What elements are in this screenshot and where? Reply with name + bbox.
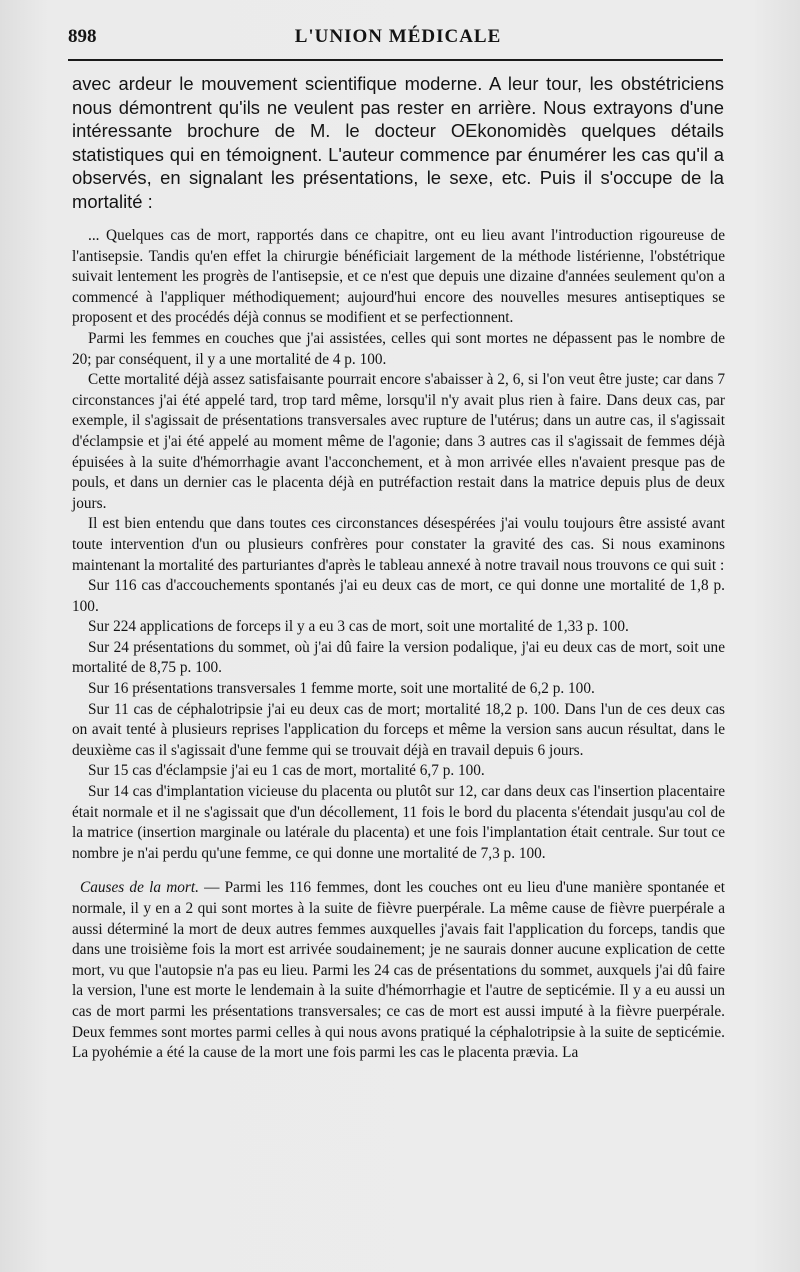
intro-text	[72, 72, 724, 213]
journal-title: L'UNION MÉDICALE	[294, 26, 502, 47]
causes-paragraph	[72, 878, 725, 1063]
paragraph: Sur 24 présentations du sommet, où j'ai dû faire la version podalique, j'ai eu deux cas de mort, soit une mortalité de 8,75 p. 100.	[72, 638, 725, 677]
causes-text: — Parmi les 116 femmes, dont les couches ont eu lieu d'une manière spontanée et normale, il y en a 2 qui sont mortes à la suite de fièvre puerpérale. La même cause de fièvre puerpérale a aussi déterminé la mort de deux autres femmes auxquelles j'avais fait l'application du forceps, tandis que dans une troisième fois la mort est arrivée soudainement; je ne saurais donner aucune explication de cette mort, vu que l'autopsie n'a pas eu lieu. Parmi les 24 cas de présentations du sommet, auxquels j'ai dû faire la version, l'une est morte le lendemain à la suite d'hémorrhagie et l'autre de septicémie. Il y a eu aussi un cas de mort parmi les présentations transversales; ce cas de mort est aussi imputé à la fièvre puerpérale. Deux femmes sont mortes parmi celles à qui nous avons pratiqué la céphalotripsie à la suite de septicémie. La pyohémie a été la cause de la mort une fois parmi les cas le placenta prævia. La	[72, 879, 725, 1062]
paragraph: Sur 11 cas de céphalotripsie j'ai eu deux cas de mort; mortalité 18,2 p. 100. Dans l'un de ces deux cas on avait tenté à plusieurs reprises l'application du forceps et même la version sans aucun résultat, dans le deuxième cas il s'agissait d'une femme qui se trouvait déjà en travail depuis 6 jours.	[72, 700, 725, 759]
paragraph: Sur 14 cas d'implantation vicieuse du placenta ou plutôt sur 12, car dans deux cas l'insertion placentaire était normale et il ne s'agissait que d'un décollement, 11 fois le bord du placenta s'étendait jusqu'au col de la matrice (insertion marginale ou latérale du placenta) et une fois l'implantation était centrale. Sur tout ce nombre je n'ai perdu qu'une femme, ce qui donne une mortalité de 7,3 p. 100.	[72, 783, 725, 862]
paragraph: Il est bien entendu que dans toutes ces circonstances désespérées j'ai voulu toujours être assisté avant toute intervention d'un ou plusieurs confrères pour constater la gravité des cas. Si nous examinons maintenant la mortalité des parturiantes d'après le tableau annexé à notre travail nous trouvons ce qui suit :	[72, 515, 725, 574]
header-rule	[68, 59, 723, 61]
paragraph: Sur 16 présentations transversales 1 femme morte, soit une mortalité de 6,2 p. 100.	[88, 680, 595, 698]
paragraph: Sur 15 cas d'éclampsie j'ai eu 1 cas de mort, mortalité 6,7 p. 100.	[88, 762, 485, 780]
paragraph: Parmi les femmes en couches que j'ai assistées, celles qui sont mortes ne dépassent pas le nombre de 20; par conséquent, il y a une mortalité de 4 p. 100.	[72, 329, 725, 368]
quoted-extract	[72, 226, 725, 1064]
intro-paragraph: avec ardeur le mouvement scientifique moderne. A leur tour, les obstétriciens nous démontrent qu'ils ne veulent pas rester en arrière. Nous extrayons d'une intéressante brochure de M. le docteur OEkonomidès quelques détails statistiques qui en témoignent. L'auteur commence par énumérer les cas qu'il a observés, en signalant les présentations, le sexe, etc. Puis il s'occupe de la mortalité :	[72, 73, 724, 212]
causes-heading: Causes de la mort.	[80, 879, 199, 897]
paragraph: Sur 116 cas d'accouchements spontanés j'ai eu deux cas de mort, ce qui donne une mortalité de 1,8 p. 100.	[72, 577, 725, 615]
paragraph: ... Quelques cas de mort, rapportés dans ce chapitre, ont eu lieu avant l'introduction rigoureuse de l'antisepsie. Tandis qu'en effet la chirurgie bénéficiait largement de la méthode listérienne, l'obstétrique suivait lentement les progrès de l'antisepsie, et ce n'est que depuis une dizaine d'années seulement qu'on a commencé à l'appliquer méthodiquement; aujourd'hui encore des nouvelles mesures antiseptiques se proposent et des procédés déjà connus se modifient et se perfectionnent.	[72, 227, 725, 327]
paragraph: Cette mortalité déjà assez satisfaisante pourrait encore s'abaisser à 2, 6, si l'on veut être juste; car dans 7 circonstances j'ai été appelé tard, trop tard même, lorsqu'il n'y avait plus rien à faire. Dans deux cas, par exemple, il s'agissait de présentations transversales avec rupture de l'utérus; dans un autre cas, il s'agissait d'éclampsie et j'ai été appelé au moment même de l'agonie; dans 3 autres cas il s'agissait de femmes déjà épuisées à la suite d'hémorrhagie avant l'acconchement, et à mon arrivée elles n'avaient presque pas de pouls, et dans un dernier cas le placenta déjà en putréfaction restait dans la matrice depuis plus de deux jours.	[72, 371, 725, 512]
page-number: 898	[68, 26, 97, 47]
running-header	[68, 26, 728, 50]
paragraph: Sur 224 applications de forceps il y a eu 3 cas de mort, soit une mortalité de 1,33 p. 100.	[88, 618, 629, 636]
